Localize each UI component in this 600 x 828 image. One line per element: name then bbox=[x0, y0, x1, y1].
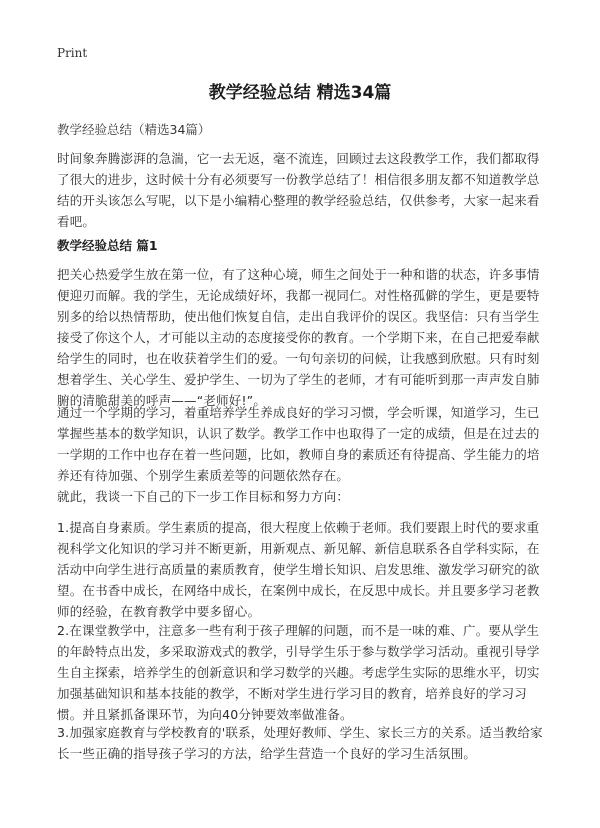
page-title: 教学经验总结 精选34篇 bbox=[208, 83, 392, 103]
paragraph-5: 2.在课堂教学中，注意多一些有利于孩子理解的问题，而不是一味的难、广。要从学生的年龄特点出发，多采取游戏式的教学，引导学生乐于参与数学学习活动。重视引导学生自主探索，培养学生的创新意识和学习数学的兴趣。考虑学生实际的思维水平，切实加强基础知识和基本技能的教学，不断对学生进行学习目的教育，培养良好的学习习惯。并且紧抓备课环节，为向40分钟要效率做准备。 bbox=[57, 623, 540, 722]
intro-paragraph: 时间象奔腾澎湃的急湍，它一去无返，毫不流连，回顾过去这段教学工作，我们都取得了很大的进步，这时候十分有必须要写一份教学总结了！相信很多朋友都不知道教学总结的开头该怎么写呢，以下是小编精心整理的教学经验总结，仅供参考，大家一起来看看吧。 bbox=[57, 151, 540, 229]
paragraph-4: 1.提高自身素质。学生素质的提高，很大程度上依赖于老师。我们要跟上时代的要求重视科学文化知识的学习并不断更新，用新观点、新见解、新信息联系各自学科实际，在活动中向学生进行高质量的素质教育，使学生增长知识、启发思维、激发学习研究的欲望。在书香中成长，在网络中成长，在案例中成长，在反思中成长。并且要多学习老教师的经验，在教育教学中要多留心。 bbox=[57, 520, 540, 619]
paragraph-1: 把关心热爱学生放在第一位，有了这种心境，师生之间处于一种和谐的状态，许多事情便迎刃而解。我的学生，无论成绩好坏，我都一视同仁。对性格孤僻的学生，更是要特别多的给以热情帮助，使出他们恢复自信，走出自我评价的误区。我坚信：只有当学生接受了你这个人，才可能以主动的态度接受你的教育。一个学期下来，在自己把爱奉献给学生的同时，也在收获着学生们的爱。一句句亲切的问候，让我感到欣慰。只有时刻想着学生、关心学生、爱护学生、一切为了学生的老师，才有可能听到那一声声发自肺腑的清脆甜美的呼声——“老师好!”。 bbox=[57, 267, 540, 408]
paragraph-6: 3.加强家庭教育与学校教育的'联系，处理好教师、学生、家长三方的关系。适当教给家长一些正确的指导孩子学习的方法，给学生营造一个良好的学习生活氛围。 bbox=[57, 725, 543, 761]
print-link[interactable]: Print bbox=[57, 46, 88, 60]
paragraph-3: 就此，我谈一下自己的下一步工作目标和努力方向： bbox=[57, 489, 350, 504]
section-heading: 教学经验总结 篇1 bbox=[57, 238, 158, 253]
paragraph-2: 通过一个学期的学习，着重培养学生养成良好的学习习惯，学会听课，知道学习，生已掌握些基本的数学知识，认识了数学。教学工作中也取得了一定的成绩，但是在过去的一学期的工作中也存在着一些问题，比如，教师自身的素质还有待提高、学生能力的培养还有待加强、个别学生素质差等的问题依然存在。 bbox=[57, 405, 540, 483]
document-subtitle: 教学经验总结（精选34篇） bbox=[57, 122, 211, 137]
